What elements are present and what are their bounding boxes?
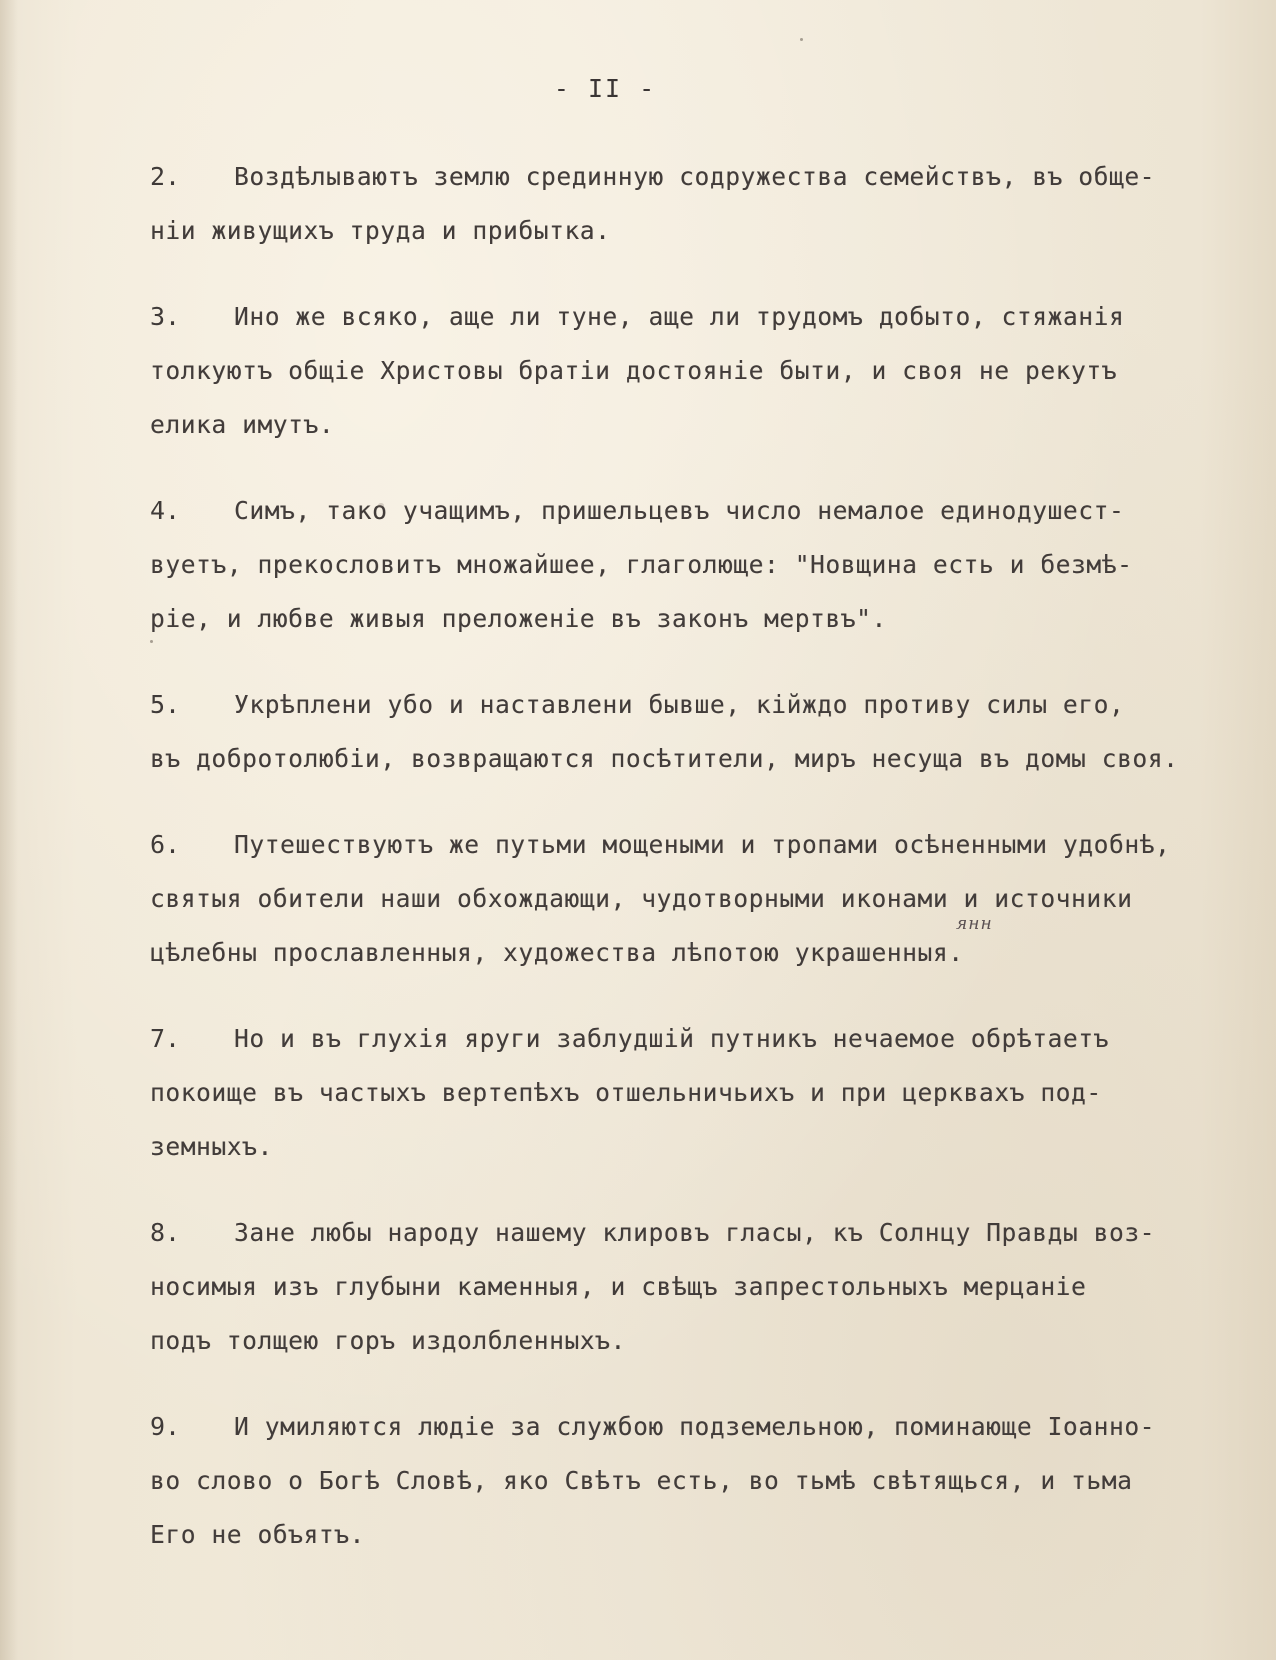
paper-speck: [378, 503, 384, 508]
paragraph-text: [150, 678, 1240, 786]
text-line: нiи живущихъ труда и прибытка.: [150, 216, 611, 245]
paragraph-number: 5.: [150, 690, 181, 719]
paper-speck: [800, 38, 803, 41]
paragraph-text: [150, 484, 1240, 646]
text-line: во слово о Богѣ Словѣ, яко Свѣтъ есть, во тьмѣ свѣтящься, и тьма: [150, 1466, 1133, 1495]
text-line: цѣлебны прославленныя, художества лѣпотою украшенныя.: [150, 938, 964, 967]
text-line: святыя обители наши обхождающи, чудотворными иконами и источники: [150, 884, 1133, 913]
document-body: [150, 150, 1240, 1594]
paragraph-6: [150, 818, 1240, 980]
paragraph-8: [150, 1206, 1240, 1368]
paper-fold-shadow: [0, 0, 18, 1660]
paragraph-number: 2.: [150, 162, 181, 191]
text-line: въ добротолюбiи, возвращаются посѣтители, миръ несуща въ домы своя.: [150, 744, 1179, 773]
paragraph-number: 3.: [150, 302, 181, 331]
paragraph-text: [150, 1012, 1240, 1174]
page-number: - II -: [553, 74, 657, 103]
paragraph-7: [150, 1012, 1240, 1174]
text-line: елика имутъ.: [150, 410, 335, 439]
text-line: рiе, и любве живыя преложенiе въ законъ мертвъ".: [150, 604, 887, 633]
text-line: Симъ, тако учащимъ, пришельцевъ число немалое единодушест-: [234, 496, 1125, 525]
paragraph-4: [150, 484, 1240, 646]
paragraph-9: [150, 1400, 1240, 1562]
paragraph-number: 9.: [150, 1412, 181, 1441]
handwritten-annotation: янн: [956, 914, 993, 934]
paragraph-text: [150, 290, 1240, 452]
paragraph-number: 6.: [150, 830, 181, 859]
paragraph-2: [150, 150, 1240, 258]
text-line: толкуютъ общiе Христовы братiи достоянiе быти, и своя не рекутъ: [150, 356, 1118, 385]
text-line: покоище въ частыхъ вертепѣхъ отшельничьихъ и при церквахъ под-: [150, 1078, 1102, 1107]
paragraph-3: [150, 290, 1240, 452]
text-line: Укрѣплени убо и наставлени бывше, кiйждо противу силы его,: [234, 690, 1125, 719]
text-line: Ино же всяко, аще ли туне, аще ли трудомъ добыто, стяжанiя: [234, 302, 1125, 331]
text-line: подъ толщею горъ издолбленныхъ.: [150, 1326, 626, 1355]
text-line: И умиляются людiе за службою подземельною, поминающе Iоанно-: [234, 1412, 1156, 1441]
text-line: Путешествуютъ же путьми мощеными и тропами осѣненными удобнѣ,: [234, 830, 1171, 859]
text-line: Но и въ глухiя яруги заблудшiй путникъ нечаемое обрѣтаетъ: [234, 1024, 1109, 1053]
paragraph-number: 7.: [150, 1024, 181, 1053]
paper-speck: [150, 640, 153, 643]
paragraph-number: 4.: [150, 496, 181, 525]
text-line: земныхъ.: [150, 1132, 273, 1161]
text-line: вуетъ, прекословитъ множайшее, глаголюще: "Новщина есть и безмѣ-: [150, 550, 1133, 579]
text-line: Его не объятъ.: [150, 1520, 365, 1549]
paragraph-5: [150, 678, 1240, 786]
paragraph-text: [150, 818, 1240, 980]
text-line: Воздѣлываютъ землю срединную содружества семействъ, въ обще-: [234, 162, 1156, 191]
paragraph-text: [150, 1206, 1240, 1368]
text-line: носимыя изъ глубыни каменныя, и свѣщъ запрестольныхъ мерцанiе: [150, 1272, 1087, 1301]
paragraph-text: [150, 150, 1240, 258]
paragraph-text: [150, 1400, 1240, 1562]
paragraph-number: 8.: [150, 1218, 181, 1247]
text-line: Зане любы народу нашему клировъ гласы, къ Солнцу Правды воз-: [234, 1218, 1156, 1247]
